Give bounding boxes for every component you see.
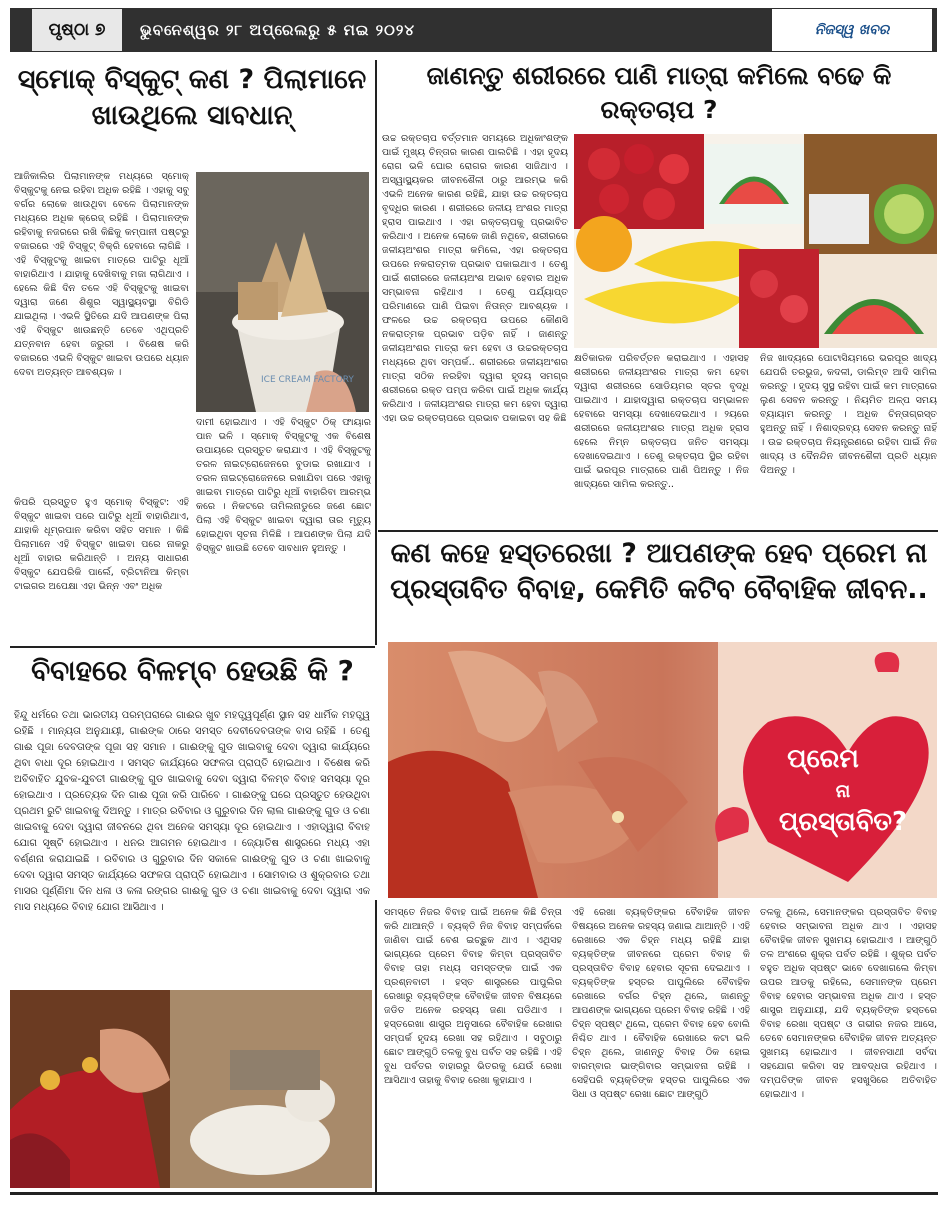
water-bp-col3: ନିଜ ଖାଦ୍ୟରେ ପୋଟାସିୟମରେ ଭରପୂର ଖାଦ୍ୟ ଯେପରି ତରଭୁଜ, କଦଳୀ, ଡାଲିମ୍ବ ଆଦି ସାମିଲ କରନ୍ତୁ । ହୃଦୟ ସୁସ୍ଥ ରହିବା ପାଇଁ କମ ମାତ୍ରାରେ ଲୁଣ ସେବନ କରନ୍ତୁ । ନିୟମିତ ଅଳ୍ପ ସମୟ ବ୍ୟାୟାମ କରନ୍ତୁ । ଅଧିକ ଚିନ୍ତାଗ୍ରସ୍ତ ହୁଅନ୍ତୁ ନାହିଁ । ନିଶାଦ୍ରବ୍ୟ ସେବନ କରନ୍ତୁ ନାହିଁ । ଉଚ୍ଚ ରକ୍ତଚାପ ନିୟନ୍ତ୍ରଣରେ ରହିବା ପାଇଁ ନିଜ ଖାଦ୍ୟ ଓ ଦୈନନ୍ଦିନ ଜୀବନଶୈଳୀ ପ୍ରତି ଧ୍ୟାନ ଦିଅନ୍ତୁ । [760,353,937,476]
heart-text-line2: ନା [835,781,851,802]
palmistry-col2: ଏହି ରେଖା ବ୍ୟକ୍ତିଙ୍କର ବୈବାହିକ ଜୀବନ ବିଷୟରେ ଅନେକ ରହସ୍ୟ ଜଣାଇ ଥାଆନ୍ତି । ଏହି ରେଖାରେ ଏକ ଚିହ୍ନ ମଧ୍ୟ ରହିଛି ଯାହା ବ୍ୟକ୍ତିଙ୍କ ଜୀବନରେ ପ୍ରେମ ବିବାହ କି ପ୍ରସ୍ତାବିତ ବିବାହ ହେବାର ସୂଚନା ଦେଇଥାଏ । ବ୍ୟକ୍ତିଙ୍କ ହସ୍ତର ପାପୁଲିରେ ବୈବାହିକ ରେଖାରେ ବର୍ଗର ଚିହ୍ନ ଥିଲେ, ଜାଣନ୍ତୁ ଆପଣଙ୍କ ଭାଗ୍ୟରେ ପ୍ରେମ ବିବାହ ରହିଛି । ଏହି ଚିହ୍ନ ସ୍ପଷ୍ଟ ଥିଲେ, ପ୍ରେମ ବିବାହ ହେବ ବୋଲି ନିଶ୍ଚିତ ଥାଏ । ବୈବାହିକ ରେଖାରେ କଟା ଭଳି ଚିହ୍ନ ଥିଲେ, ଜାଣନ୍ତୁ ବିବାହ ଠିକ ହୋଇ ବାରମ୍ବାର ଭାଙ୍ଗିବାର ସମ୍ଭାବନା ରହିଛି । ସେହିପରି ବ୍ୟକ୍ତିଙ୍କ ହସ୍ତର ପାପୁଲିରେ ଏକ ସିଧା ଓ ସ୍ପଷ୍ଟ ରେଖା ଛୋଟ ଆଙ୍ଗୁଠି [572,907,750,1100]
issue-date: ଭୁବନେଶ୍ୱର ୨୮ ଅପ୍ରେଲରୁ ୫ ମଇ ୨୦୨୪ [140,21,415,39]
logo-text: ନିଜସ୍ୱ ଖବର [814,22,890,38]
marriage-delay-headline: ବିବାହରେ ବିଳମ୍ବ ହେଉଛି କି ? [31,654,354,687]
ice-cream-photo [196,172,369,412]
palmistry-col3: ତଳକୁ ଥିଲେ, ସେମାନଙ୍କର ପ୍ରସ୍ତାବିତ ବିବାହ ହେବାର ସମ୍ଭାବନା ଅଧିକ ଥାଏ । ଏହାସହ ବୈବାହିକ ଜୀବନ ସୁଖମୟ ହୋଇଥାଏ । ଆଙ୍ଗୁଠି ତଳ ଅଂଶରେ ଶୁକ୍ର ପର୍ବତ ରହିଛି । ଶୁକ୍ର ପର୍ବତ ବହୁତ ଅଧିକ ସ୍ପଷ୍ଟ ଭାବେ ଦେଖାଗଲେ କିମ୍ବା ଉପର ଆଡକୁ ରହିଲେ, ସେମାନଙ୍କ ପ୍ରେମ ବିବାହ ହେବାର ସମ୍ଭାବନା ଅଧିକ ଥାଏ । ହସ୍ତ ଶାସ୍ତ୍ର ଅନୁଯାୟୀ, ଯଦି ବ୍ୟକ୍ତିଙ୍କ ହସ୍ତରେ ବିବାହ ରେଖା ସ୍ପଷ୍ଟ ଓ ଗଭୀର ନଜର ଆସେ, ତେବେ ସେମାନଙ୍କର ବୈବାହିକ ଜୀବନ ଅତ୍ୟନ୍ତ ସୁଖମୟ ହୋଇଥାଏ । ଜୀବନସାଥୀ ସର୍ବଦା ସହଯୋଗ କରିବା ସହ ଆବଦ୍ଧତା ରହିଥାଏ । ଦମ୍ପତିଙ୍କ ଜୀବନ ହସଖୁସିରେ ଅତିବାହିତ ହୋଇଥାଏ । [760,907,937,1100]
marriage-delay-body: ହିନ୍ଦୁ ଧର୍ମରେ ତଥା ଭାରତୀୟ ପରମ୍ପରାରେ ଗାଈର ଖୁବ ମହତ୍ତ୍ୱପୂର୍ଣ୍ଣ ସ୍ଥାନ ସହ ଧାର୍ମିକ ମହତ୍ତ୍ୱ ରହିଛି । ମାନ୍ୟତା ଅନୁଯାୟୀ, ଗାଈଙ୍କ ଠାରେ ସମସ୍ତ ଦେବୀଦେବତାଙ୍କ ବାସ ରହିଛି । ତେଣୁ ଗାଈ ପୂଜା ଦେବତାଙ୍କ ପୂଜା ସହ ସମାନ । ଗାଈଙ୍କୁ ଗୁଡ ଖାଇବାକୁ ଦେବା ଦ୍ୱାରା କାର୍ଯ୍ୟରେ ଥିବା ବାଧା ଦୂର ହୋଇଥାଏ । ସମସ୍ତ କାର୍ଯ୍ୟରେ ସଫଳତା ପ୍ରାପ୍ତି ହୋଇଥାଏ । ବିଶେଷ କରି ଅବିବାହିତ ଯୁବକ-ଯୁବତୀ ଗାଈଙ୍କୁ ଗୁଡ ଖାଇବାକୁ ଦେବା ଦ୍ୱାରା ବିଳମ୍ବ ବିବାହ ସମସ୍ୟା ଦୂର ହୋଇଥାଏ । ପ୍ରତ୍ୟେକ ଦିନ ଗାଈ ପୂଜା କରି ପାରିବେ । ଗାଈଙ୍କୁ ଘରେ ପ୍ରସ୍ତୁତ ହେଉଥିବା ପ୍ରଥମ ରୁଟି ଖାଇବାକୁ ଦିଅନ୍ତୁ । ମାତ୍ର ରବିବାର ଓ ଗୁରୁବାର ଦିନ ଲାଲ ଗାଈଙ୍କୁ ଗୁଡ ଓ ଚଣା ଖାଇବାକୁ ଦେବା ଦ୍ୱାରା ଜୀବନରେ ଥିବା ଅନେକ ସମସ୍ୟା ଦୂର ହୋଇଥାଏ । ଏହାଦ୍ୱାରା ବିବାହ ଯୋଗ ସୃଷ୍ଟି ହୋଇଥାଏ । ଧନର ଆଗମନ ହୋଇଥାଏ । ଜ୍ୟୋତିଷ ଶାସ୍ତ୍ରରେ ମଧ୍ୟ ଏହା ବର୍ଣ୍ଣନା କରାଯାଇଛି । ରବିବାର ଓ ଗୁରୁବାର ଦିନ ସକାଳେ ଗାଈଙ୍କୁ ଗୁଡ ଓ ଚଣା ଖାଇବାକୁ ଦେବା ଦ୍ୱାରା ସମସ୍ତ କାର୍ଯ୍ୟରେ ସଫଳତା ପ୍ରାପ୍ତି ହୋଇଥାଏ । ସୋମବାର ଓ ଶୁକ୍ରବାର ତଥା ମାସର ପୂର୍ଣ୍ଣିମା ଦିନ ଧଳା ଓ କଳା ରଙ୍ଗର ଗାଈକୁ ଗୁଡ ଓ ଚଣା ଖାଇବାକୁ ଦେବା ଦ୍ୱାରା ଏକ ମାସ ମଧ୍ୟରେ ବିବାହ ଯୋଗ ଆସିଥାଏ । [14,710,370,913]
column-divider-top [375,60,377,645]
section-divider-right [378,530,938,532]
wedding-hands-photo [388,642,937,898]
smoke-biscuit-headline: ସ୍ମୋକ୍ ବିସ୍କୁଟ୍ କଣ ? ପିଲାମାନେ ଖାଉଥିଲେ ସାବଧାନ୍ [17,64,367,132]
water-bp-col1: ଉଚ୍ଚ ରକ୍ତଚାପ ବର୍ତ୍ତମାନ ସମୟରେ ଅଧିକାଂଶଙ୍କ ପାଇଁ ମୁଖ୍ୟ ଚିନ୍ତାର କାରଣ ପାଲଟିଛି । ଏହା ହୃଦୟ ରୋଗ ଭଳି ଘୋର ରୋଗର କାରଣ ସାଜିଥାଏ । ଅସ୍ୱାସ୍ଥ୍ୟକର ଜୀବନଶୈଳୀ ଠାରୁ ଆରମ୍ଭ କରି ଏଭଳି ଅନେକ କାରଣ ରହିଛି, ଯାହା ଉଚ୍ଚ ରକ୍ତଚାପ ବୃଦ୍ଧିର କାରଣ । ଶରୀରରେ ଜଳୀୟ ଅଂଶର ମାତ୍ରା ହ୍ରାସ ପାଇଥାଏ । ଏହା ରକ୍ତଚାପକୁ ପ୍ରଭାବିତ କରିଥାଏ । ଅନେକ ଲୋକେ ଜାଣି ନଥିବେ, ଶରୀରରେ ଜଳୀୟଅଂଶର ମାତ୍ରା କମିଲେ, ଏହା ରକ୍ତଚାପ ଉପରେ ନକରାତ୍ମକ ପ୍ରଭାବ ପକାଇଥାଏ । ତେଣୁ ପାଇଁ ଶରୀରରେ ଜଳୀୟଅଂଶ ଅଭାବ ହେବାର ଅଧିକ ସମ୍ଭାବନା ରହିଥାଏ । ତେଣୁ ପର୍ଯ୍ୟାପ୍ତ ପରିମାଣରେ ପାଣି ପିଇବା ନିତାନ୍ତ ଆବଶ୍ୟକ । ଫଳରେ ଉଚ୍ଚ ରକ୍ତଚାପ ଉପରେ କୌଣସି ନକରାତ୍ମକ ପ୍ରଭାବ ପଡ଼ିବ ନାହିଁ । ଜାଣନ୍ତୁ ଜଳୀୟଅଂଶର ମାତ୍ରା କମ ହେବା ଓ ଉଚ୍ଚରକ୍ତଚାପ ମଧ୍ୟରେ ଥିବା ସମ୍ପର୍କ.. ଶରୀରରେ ଜଳୀୟଅଂଶର ମାତ୍ରା ସଠିକ ନରହିବା ଦ୍ୱାରା ହୃଦୟ ସମଗ୍ର ଶରୀରରେ ରକ୍ତ ପମ୍ପ କରିବା ପାଇଁ ଅଧିକ କାର୍ଯ୍ୟ କରିଥାଏ । ଜଳୀୟଅଂଶର ମାତ୍ରା କମ ହେବା ଦ୍ୱାରା ଏହା ଉଚ୍ଚ ରକ୍ତଚାପରେ ପ୍ରଭାବ ପକାଇବା ସହ କିଛି [382,133,568,424]
heart-text-line1: ପ୍ରେମ [787,744,859,774]
smoke-biscuit-col1-bottom: କିପରି ପ୍ରସ୍ତୁତ ହୁଏ ସ୍ମୋକ୍ ବିସ୍କୁଟ: ଏହି ବିସ୍କୁଟ ଖାଇବା ପରେ ପାଟିରୁ ଧୂଆଁ ବାହାରିଥାଏ, ଯାହାକି ଧୂମ୍ରପାନ କରିବା ସହିତ ସମାନ । କିଛି ପିଲାମାନେ ଏହି ବିସ୍କୁଟ ଖାଇବା ପରେ ନାକରୁ ଧୂଆଁ ବାହାର କରିଥାନ୍ତି । ଅନ୍ୟ ସାଧାରଣ ବିସ୍କୁଟ ଯେପରିକି ପାର୍ଲେ, ବ୍ରିଟାନିଆ କିମ୍ବା ଟାଇଗର ଅପେକ୍ଷା ଏହା ଭିନ୍ନ ଏବଂ ଅଧିକ [14,497,189,592]
page-bottom-rule [10,1192,938,1195]
fruits-bp-photo [574,134,937,348]
page-number: ପୃଷ୍ଠା ୭ [32,9,122,51]
cup-label: ICE CREAM FACTORY [261,375,354,385]
palmistry-col1: ସମସ୍ତେ ନିଜର ବିବାହ ପାଇଁ ଅନେକ କିଛି ଚିନ୍ତା କରି ଥାଆନ୍ତି । ବ୍ୟକ୍ତି ନିଜ ବିବାହ ସମ୍ପର୍କରେ ଜାଣିବା ପାଇଁ ବେଶ ଇଚ୍ଛୁକ ଥାଏ । ଏଥିସହ ଭାଗ୍ୟରେ ପ୍ରେମ ବିବାହ କିମ୍ବା ପ୍ରସ୍ତାବିତ ବିବାହ ତାହା ମଧ୍ୟ ସମସ୍ତଙ୍କ ପାଇଁ ଏକ ପ୍ରଶ୍ନବାଚୀ । ହସ୍ତ ଶାସ୍ତ୍ରରେ ପାପୁଲିର ରେଖାରୁ ବ୍ୟକ୍ତିଙ୍କ ବୈବାହିକ ଜୀବନ ବିଷୟରେ ଜଡିତ ଅନେକ ରହସ୍ୟ ଜଣା ପଡିଥାଏ । ହସ୍ତରେଖା ଶାସ୍ତ୍ର ଅନୁସାରେ ବୈବାହିକ ରେଖାର ସମ୍ପର୍କ ହୃଦୟ ରେଖା ସହ ରହିଥାଏ । ସବୁଠାରୁ ଛୋଟ ଆଙ୍ଗୁଠି ତଳକୁ ବୁଧ ପର୍ବତ ସହ ରହିଛି । ଏହି ବୁଧ ପର୍ବତର ବାହାରରୁ ଭିତରକୁ ଯେଉଁ ରେଖା ଆସିଥାଏ ତାହାକୁ ବିବାହ ରେଖା କୁହାଯାଏ । [384,907,562,1086]
cow-ritual-photo [10,990,372,1188]
section-divider-left [10,646,375,648]
column-divider-bottom [375,900,377,1192]
smoke-biscuit-col1-top: ଆଜିକାଲିର ପିଲାମାନଙ୍କ ମଧ୍ୟରେ ସ୍ମୋକ୍ ବିସ୍କୁଟକୁ ନେଇ ରହିବା ଅଧିକ ରହିଛି । ଏହାକୁ ସବୁ ବର୍ଗର ଲୋକେ ଖାଉଥିବା ବେଳେ ପିଲାମାନଙ୍କ ମଧ୍ୟରେ ଅଧିକ କ୍ରେଜ୍ ରହିଛି । ପିଲାମାନଙ୍କ ରହିବାକୁ ନଜରରେ ରଖି କିଛିକୁ କମ୍ପାନୀ ପଷ୍ଟରୁ ବଜାରରେ ଏହି ବିସ୍କୁଟ୍ ବିକ୍ରି ହେବାରେ ଲାଗିଛି । ଏହି ବିସ୍କୁଟକୁ ଖାଇବା ମାତ୍ରେ ପାଟିରୁ ଧୂଆଁ ବାହାରିଥାଏ । ଯାହାକୁ ଦେଖିବାକୁ ମଜା ଲାଗିଥାଏ । ହେଲେ କିଛି ଦିନ ତଳେ ଏହି ବିସ୍କୁଟକୁ ଖାଇବା ଦ୍ୱାରା ଜଣେ ଶିଶୁର ସ୍ୱାସ୍ଥ୍ୟବସ୍ଥା ବିଗିଡି ଯାଇଥିଲା । ଏଭଳି ସ୍ଥିତିରେ ଯଦି ଆପଣଙ୍କ ପିଲା ଏହି ବିସ୍କୁଟ ଖାଉଛନ୍ତି ତେବେ ଏଥିପ୍ରତି ଯତ୍ନବାନ ହେବା ଜରୁରୀ । ବିଶେଷ କରି ବଜାରରେ ଏଭଳି ବିସ୍କୁଟ ଖାଇବା ଉପରେ ଧ୍ୟାନ ଦେବା ଅତ୍ୟନ୍ତ ଆବଶ୍ୟକ । [14,171,189,378]
newspaper-logo [772,9,932,51]
water-bp-headline: ଜାଣନ୍ତୁ ଶରୀରରେ ପାଣି ମାତ୍ରା କମିଲେ ବଢେ କି ରକ୍ତଚାପ ? [426,61,892,124]
palmistry-headline: କଣ କହେ ହସ୍ତରେଖା ? ଆପଣଙ୍କ ହେବ ପ୍ରେମ ନା ପ୍ରସ୍ତାବିତ ବିବାହ, କେମିତି କଟିବ ବୈବାହିକ ଜୀବନ.. [390,538,928,606]
water-bp-col2: କ୍ଷତିକାରକ ପରିବର୍ତ୍ତନ କରାଇଥାଏ । ଏହାସହ ଶରୀରରେ ଜଳୀୟଅଂଶର ମାତ୍ରା କମ ହେବା ଦ୍ୱାରା ଶରୀରରେ ସୋଡିୟମର ସ୍ତର ବୃଦ୍ଧି ପାଇଥାଏ । ଯାହାଦ୍ୱାରା ରକ୍ତଚାପ ସମ୍ଭାଳନ ହେବାରେ ସମସ୍ୟା ଦେଖାଦେଇଥାଏ । ୨ୟରେ ଶରୀରରେ ଜଳୀୟଅଂଶର ମାତ୍ରା ଅଧିକ ହ୍ରାସ ହେଲେ ନିମ୍ନ ରକ୍ତଚାପ ଜନିତ ସମସ୍ୟା ଦେଖାଦେଇଥାଏ । ତେଣୁ ରକ୍ତଚାପ ସ୍ଥିର ରହିବା ପାଇଁ ଭରପୂର ମାତ୍ରାରେ ପାଣି ପିଅନ୍ତୁ । ନିଜ ଖାଦ୍ୟରେ ସାମିଲ କରନ୍ତୁ.. [574,353,749,490]
smoke-biscuit-col2: ଦାମୀ ହୋଇଥାଏ । ଏହି ବିସ୍କୁଟ ଠିକ୍ ଫାୟାର ପାନ ଭଳି । ସ୍ମୋକ୍ ବିସ୍କୁଟକୁ ଏକ ବିଶେଷ ଉପାୟରେ ପ୍ରସ୍ତୁତ କରାଯାଏ । ଏହି ବିସ୍କୁଟକୁ ତରଳ ନାଇଟ୍ରୋଜେନରେ ବୁଡାଇ ରଖାଯାଏ । ତରଳ ନାଇଟ୍ରୋଜେନରେ ରଖାଯିବା ପରେ ଏହାକୁ ଖାଇବା ମାତ୍ରେ ପାଟିରୁ ଧୂଆଁ ବାହାରିବା ଆରମ୍ଭ କରେ । ନିକଟରେ ତାମିଲନାଡୁରେ ଜଣେ ଛୋଟ ପିଲା ଏହି ବିସ୍କୁଟ ଖାଇବା ଦ୍ୱାରା ତାର ମୃତ୍ୟୁ ହୋଇଥିବା ସୂଚନା ମିଳିଛି । ଆପଣଙ୍କ ପିଲା ଯଦି ବିସ୍କୁଟ ଖାଉଛି ତେବେ ସାବଧାନ ହୁଅନ୍ତୁ । [196,417,371,554]
heart-text-line3: ପ୍ରସ୍ତାବିତ? [778,807,908,837]
